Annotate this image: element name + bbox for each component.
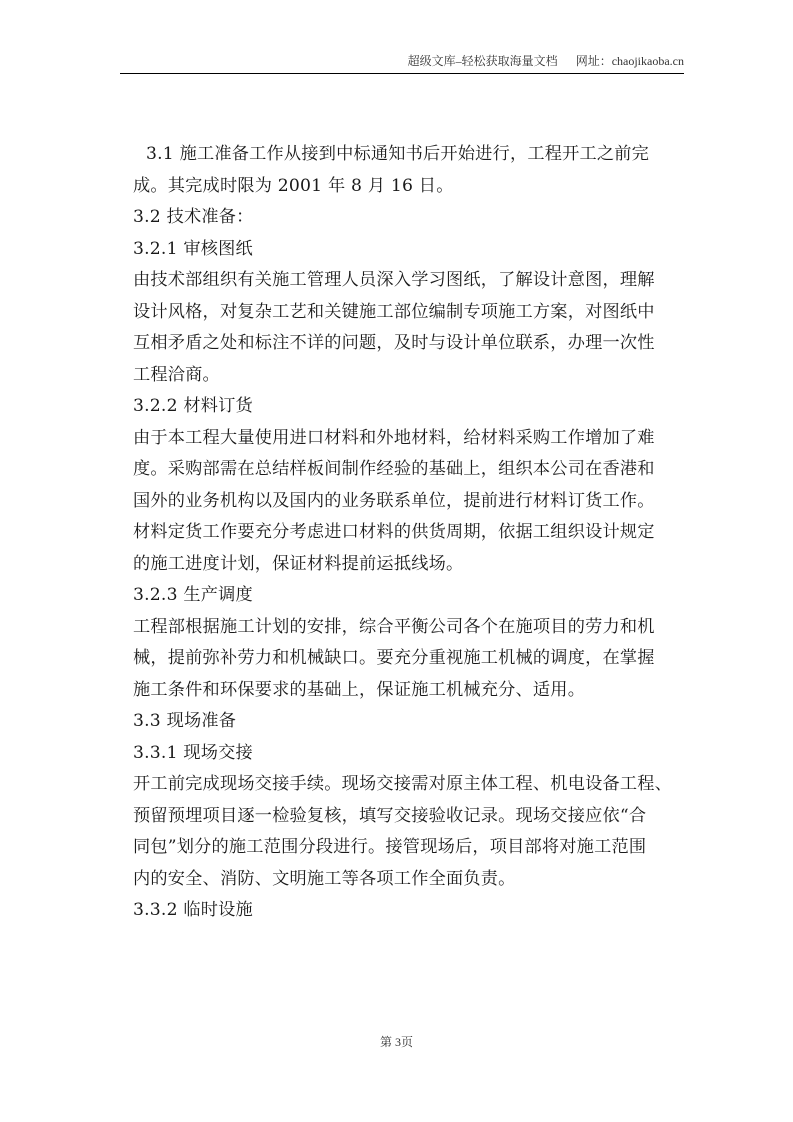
paragraph-line: 设计风格，对复杂工艺和关键施工部位编制专项施工方案，对图纸中 xyxy=(133,301,655,322)
paragraph-line: 成。其完成时限为 2001 年 8 月 16 日。 xyxy=(133,175,454,196)
paragraph-line: 国外的业务机构以及国内的业务联系单位，提前进行材料订货工作。 xyxy=(133,490,655,511)
subsection-heading: 3.2.2 材料订货 xyxy=(133,396,253,416)
paragraph-line: 由于本工程大量使用进口材料和外地材料，给材料采购工作增加了难 xyxy=(133,427,655,448)
header-site-name: 超级文库–轻松获取海量文档 xyxy=(407,54,558,68)
paragraph-line: 的施工进度计划，保证材料提前运抵线场。 xyxy=(133,553,464,574)
page-header xyxy=(120,50,684,74)
paragraph-line: 工程洽商。 xyxy=(133,364,220,385)
paragraph-line: 同包”划分的施工范围分段进行。接管现场后，项目部将对施工范围 xyxy=(133,837,647,857)
paragraph-line: 施工条件和环保要求的基础上，保证施工机械充分、适用。 xyxy=(133,679,586,700)
paragraph-line: 工程部根据施工计划的安排，综合平衡公司各个在施项目的劳力和机 xyxy=(133,616,655,637)
section-heading: 3.2 技术准备： xyxy=(133,207,254,227)
subsection-heading: 3.2.3 生产调度 xyxy=(133,585,253,605)
paragraph-line: 度。采购部需在总结样板间制作经验的基础上，组织本公司在香港和 xyxy=(133,459,655,479)
paragraph-line: 内的安全、消防、文明施工等各项工作全面负责。 xyxy=(133,868,516,889)
paragraph-line: 互相矛盾之处和标注不详的问题，及时与设计单位联系，办理一次性 xyxy=(133,333,655,353)
subsection-heading: 3.3.2 临时设施 xyxy=(133,900,253,920)
paragraph-line: 预留预埋项目逐一检验复核，填写交接验收记录。现场交接应依“合 xyxy=(133,805,647,826)
page-number: 第 3页 xyxy=(379,1035,413,1049)
document-body xyxy=(133,139,693,927)
page-footer xyxy=(0,1033,793,1050)
section-heading: 3.3 现场准备 xyxy=(133,711,237,731)
paragraph-line: 开工前完成现场交接手续。现场交接需对原主体工程、机电设备工程、 xyxy=(133,774,673,794)
subsection-heading: 3.3.1 现场交接 xyxy=(133,742,253,763)
paragraph-line: 材料定货工作要充分考虑进口材料的供货周期，依据工组织设计规定 xyxy=(133,522,655,542)
header-url: 网址：chaojikaoba.cn xyxy=(575,54,684,68)
paragraph-line: 3.1 施工准备工作从接到中标通知书后开始进行，工程开工之前完 xyxy=(146,144,650,164)
paragraph-line: 械，提前弥补劳力和机械缺口。要充分重视施工机械的调度，在掌握 xyxy=(133,648,655,668)
paragraph-line: 由技术部组织有关施工管理人员深入学习图纸，了解设计意图，理解 xyxy=(133,270,655,290)
subsection-heading: 3.2.1 审核图纸 xyxy=(133,238,253,259)
